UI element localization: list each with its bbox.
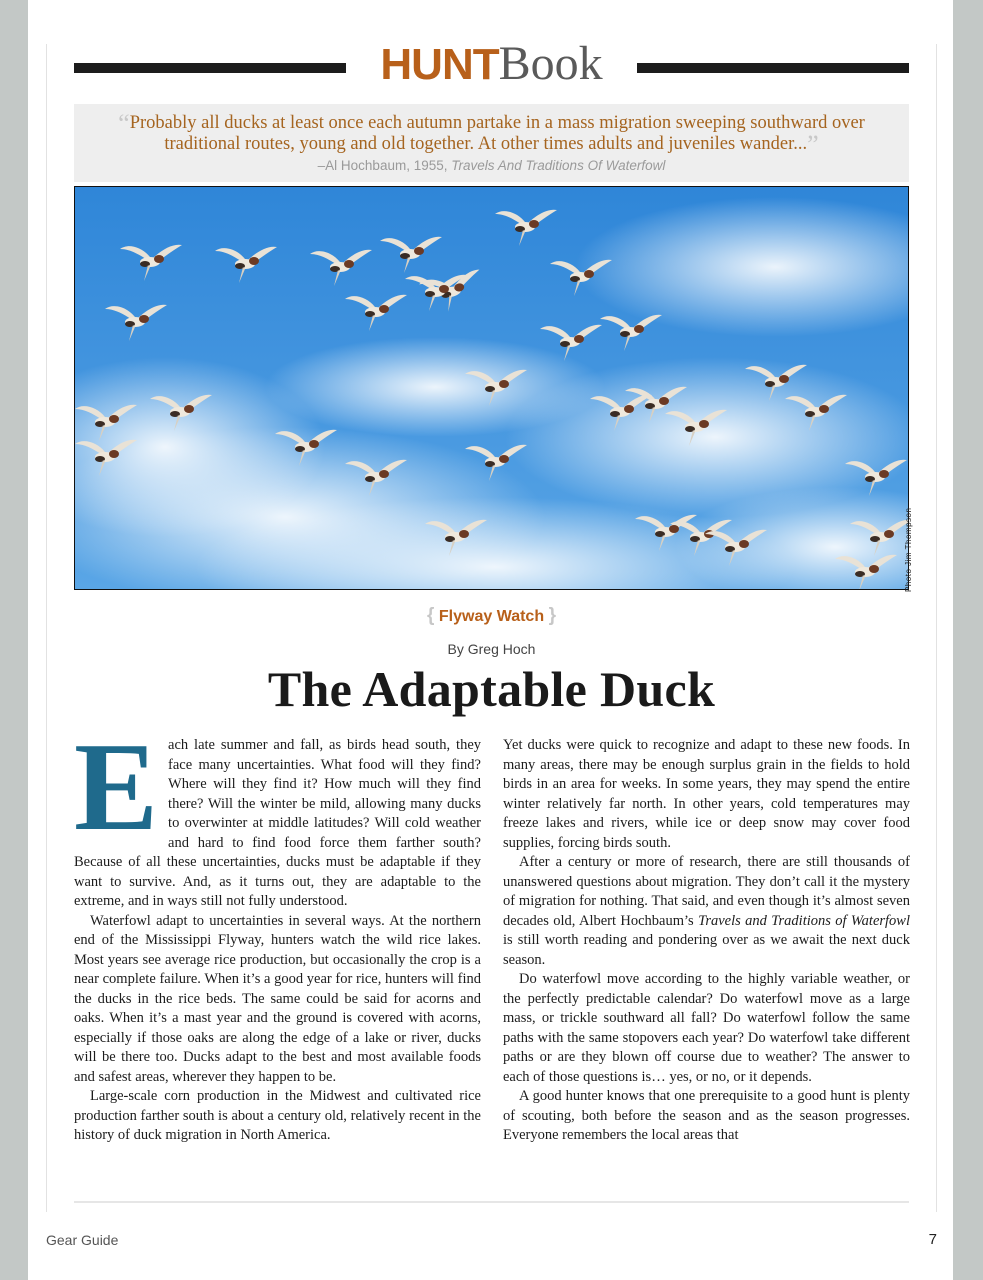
- section-kicker: [0, 605, 983, 627]
- pull-quote: [74, 104, 909, 182]
- paragraph-5-text-b: is still worth reading and pondering over as we await the next duck season.: [503, 932, 910, 968]
- photo-illustration: [75, 187, 909, 590]
- book-title: Travels and Traditions of Waterfowl: [698, 912, 911, 929]
- paragraph-2-text: Waterfowl adapt to uncertainties in several ways. At the northern end of the Mississippi Flyway, hunters watch the wild rice lakes. Most years see average rice production, but occasionally the crop is a near complete failure. When it’s a good year for rice, hunters will find the ducks in the rice beds. The same could be said for acorns and oaks. When it’s a mast year and the ground is covered with acorns, especially if those oaks are along the edge of a lake or river, ducks will be there too. Ducks adapt to the best and most available foods and safest areas, wherever they happen to be.: [74, 912, 481, 1085]
- pull-quote-attribution: [74, 158, 909, 173]
- masthead-brand-bold: HUNT: [380, 40, 499, 89]
- page-edge-right: [953, 0, 983, 1280]
- paragraph-1-text: ach late summer and fall, as birds head south, they face many uncertainties. What food will they find? Where will they find it? How much will they find there? Will the winter be mild, allowing many ducks to overwinter at middle latitudes? Will cold weather and hard to find food force them farther south? Because of all these uncertainties, ducks must be adaptable if they want to survive. And, as it turns out, they are adaptable to the extreme, and in ways still not fully understood.: [74, 737, 481, 909]
- kicker-label: Flyway Watch: [438, 608, 545, 625]
- pull-quote-text: Probably all ducks at least once each autumn partake in a mass migration sweeping southward over traditional routes, young and old together. At other times adults and juveniles wander...: [129, 113, 865, 154]
- footer-section-name: Gear Guide: [46, 1232, 119, 1248]
- paragraph-6-text: Do waterfowl move according to the highly variable weather, or the perfectly predictable calendar? Do waterfowl move as a large mass, or trickle southward all fall? Do waterfowl follow the same paths with the same stopovers each year? Do waterfowl take different paths or are they blown off course due to weather? The answer to each of those questions is… yes, or no, or it depends.: [503, 971, 910, 1085]
- page-number: 7: [928, 1231, 937, 1248]
- close-quote-icon: ”: [807, 130, 819, 159]
- paragraph-5-text-a: After a century or more of research, there are still thousands of unanswered questions about migration. They don’t call it the mystery of migration for nothing. That said, and even though it’s almost seven decades old, Albert Hochbaum’s: [503, 854, 910, 929]
- page-edge-left: [0, 0, 28, 1280]
- byline: By Greg Hoch: [447, 641, 536, 657]
- masthead-rule-left: [74, 63, 346, 73]
- pull-quote-text-wrap: [74, 109, 909, 159]
- article-paragraph: [74, 718, 481, 912]
- paragraph-3-text: Large-scale corn production in the Midwest and cultivated rice production farther south is about a century old, relatively recent in the history of duck migration in North America.: [74, 1088, 481, 1143]
- attribution-author: –Al Hochbaum, 1955,: [317, 158, 448, 173]
- paragraph-7-text: A good hunter knows that one prerequisite to a good hunt is plenty of scouting, both before the season and as the season progresses. Everyone remembers the local areas that: [503, 1088, 910, 1143]
- paragraph-4-text: Yet ducks were quick to recognize and adapt to these new foods. In many areas, there may be enough surplus grain in the fields to hold birds in an area for weeks. In some years, they may spend the entire winter relatively far north. In other years, cold temperatures may freeze lakes and rivers, while ice or deep snow may cover food supplies, forcing birds south.: [503, 737, 910, 851]
- footer-rule: [74, 1201, 909, 1203]
- ducks-in-flight-photo: [74, 186, 909, 590]
- masthead-rule-right: [637, 63, 909, 73]
- kicker-close-brace: }: [548, 605, 556, 626]
- masthead-brand-light: Book: [498, 37, 603, 90]
- article-headline: The Adaptable Duck: [267, 661, 716, 717]
- article-paragraph: [503, 853, 910, 970]
- article-column-left: [74, 718, 481, 1146]
- kicker-open-brace: {: [427, 605, 435, 626]
- masthead-logo: [359, 38, 624, 101]
- open-quote-icon: “: [118, 109, 130, 138]
- masthead: [74, 38, 909, 96]
- attribution-title: Travels And Traditions Of Waterfowl: [451, 158, 666, 173]
- drop-cap: E: [74, 718, 159, 857]
- article-column-right: [503, 736, 910, 1146]
- photo-credit: Photo Jim Thompson: [904, 507, 913, 592]
